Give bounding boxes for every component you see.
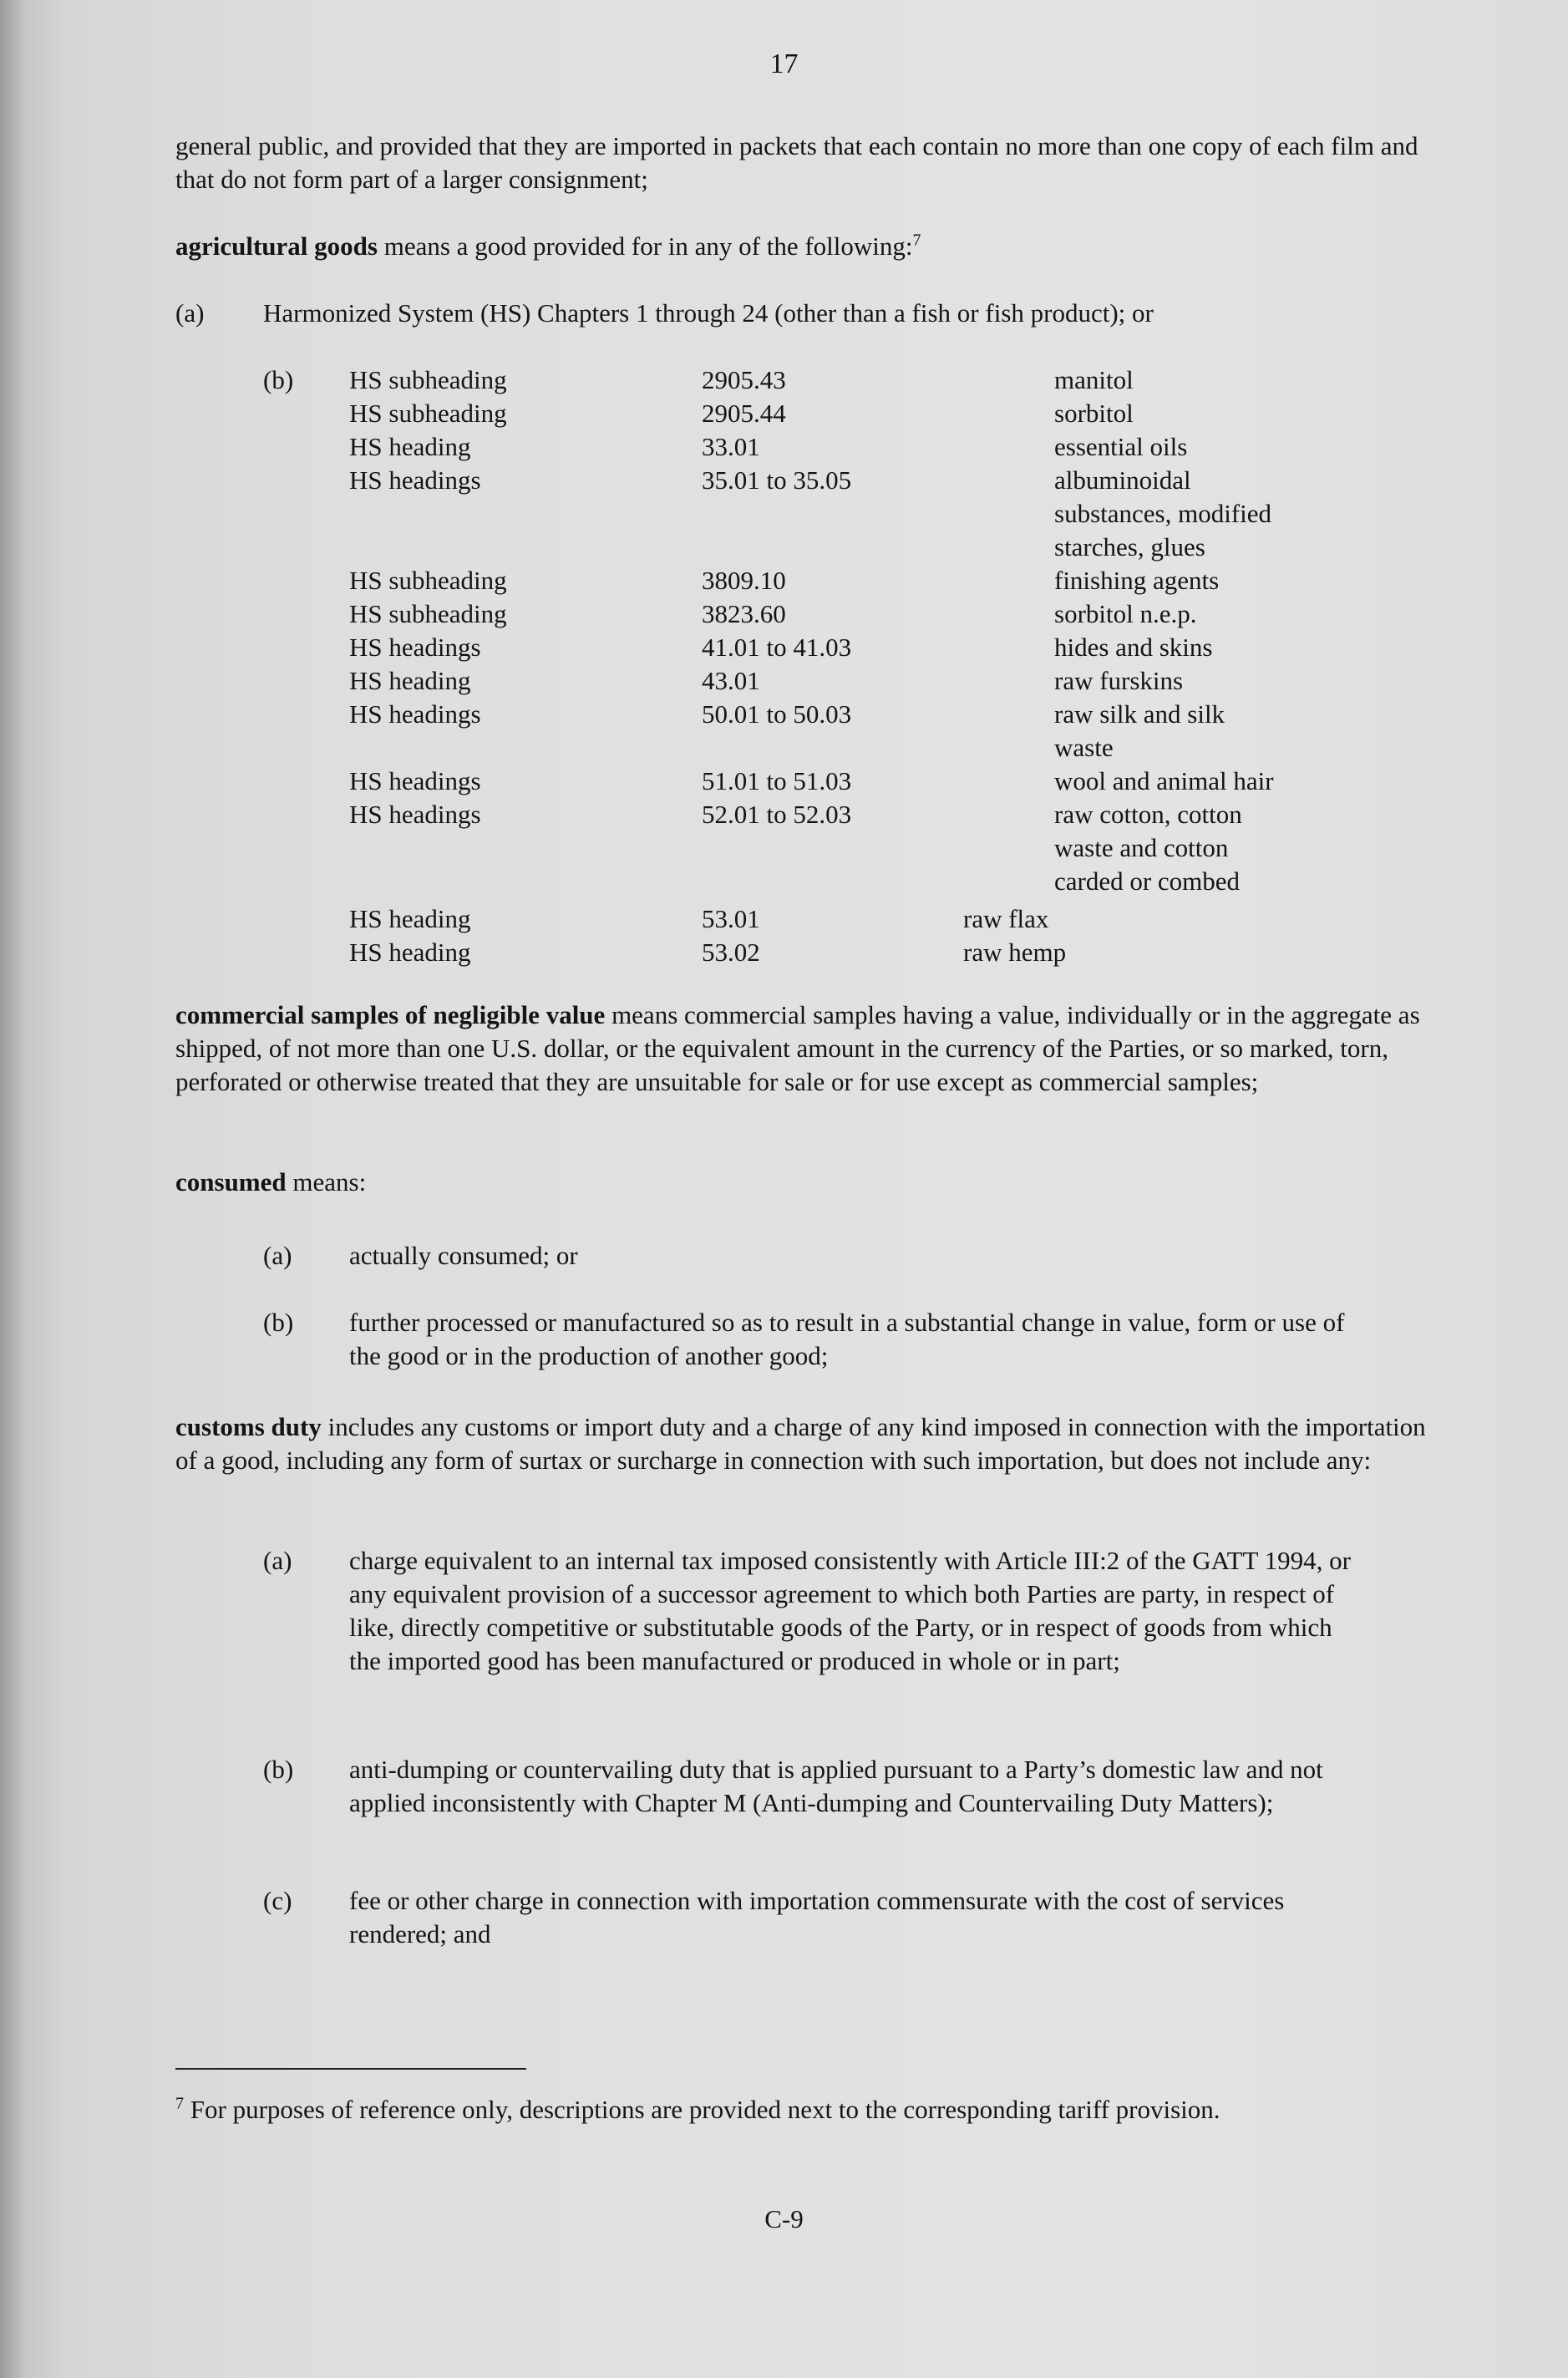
- hs-table-row: [0, 765, 1568, 798]
- hs-table-row: [0, 731, 1568, 765]
- definition-text: means commercial samples having a value, individually or in the aggregate as shipped, of not more than one U.S. dollar, or the equivalent amount in the currency of the Parties, or so marked, torn, perforated or otherwise treated that they are unsuitable for sale or for use except as commercial samples;: [175, 1000, 1420, 1096]
- defined-term: customs duty: [175, 1412, 322, 1441]
- definition-text: means:: [286, 1167, 367, 1197]
- hs-description: manitol: [1054, 365, 1134, 394]
- hs-code: 53.01: [702, 904, 760, 933]
- footnote: [175, 2093, 1428, 2126]
- consumed-definition: [175, 1166, 1428, 1199]
- hs-table-row: [0, 497, 1568, 531]
- hs-description: waste and cotton: [1054, 833, 1229, 862]
- hs-code: 3823.60: [702, 599, 786, 628]
- hs-code: 43.01: [702, 666, 760, 695]
- hs-code: 2905.44: [702, 399, 786, 428]
- list-item-text: charge equivalent to an internal tax imposed consistently with Article III:2 of the GATT 1994, or any equivalent provision of a successor agreement to which both Parties are party, in respect of like, directly competitive or substitutable goods of the Party, or in respect of goods from which the imported good has been manufactured or produced in whole or in part;: [349, 1546, 1351, 1675]
- hs-table-row: [0, 464, 1568, 497]
- hs-description: substances, modified: [1054, 499, 1272, 528]
- list-item-text: anti-dumping or countervailing duty that is applied pursuant to a Party’s domestic law and not applied inconsistently with Chapter M (Anti-dumping and Countervailing Duty Matters);: [349, 1755, 1323, 1817]
- hs-table-row: [0, 698, 1568, 731]
- hs-code: 33.01: [702, 432, 760, 461]
- hs-table-row: [0, 564, 1568, 597]
- footnote-number: 7: [175, 2094, 184, 2113]
- hs-table-row: [0, 865, 1568, 898]
- intro-paragraph: general public, and provided that they are imported in packets that each contain no more than one copy of each film and that do not form part of a larger consignment;: [175, 131, 1418, 194]
- hs-code: 35.01 to 35.05: [702, 465, 852, 495]
- hs-description: hides and skins: [1054, 633, 1213, 662]
- hs-type: HS subheading: [349, 599, 507, 628]
- hs-description: starches, glues: [1054, 532, 1205, 561]
- hs-description: essential oils: [1054, 432, 1188, 461]
- page-number: 17: [769, 48, 799, 79]
- hs-table-row: [0, 831, 1568, 865]
- hs-type: HS subheading: [349, 399, 507, 428]
- list-label: (b): [263, 1308, 294, 1337]
- hs-description: waste: [1054, 733, 1114, 762]
- footnote-reference: 7: [912, 231, 921, 250]
- hs-type: HS subheading: [349, 566, 507, 595]
- hs-table-row: [0, 597, 1568, 631]
- defined-term: commercial samples of negligible value: [175, 1000, 606, 1029]
- footnote-separator: [175, 2068, 526, 2070]
- list-label: (b): [263, 1755, 294, 1784]
- hs-code: 51.01 to 51.03: [702, 766, 852, 795]
- hs-type: HS headings: [349, 465, 481, 495]
- commercial-samples-definition: [175, 998, 1428, 1099]
- hs-description: raw hemp: [963, 937, 1067, 967]
- list-item-text: Harmonized System (HS) Chapters 1 through 24 (other than a fish or fish product); or: [263, 298, 1154, 328]
- hs-code: 3809.10: [702, 566, 786, 595]
- hs-code: 2905.43: [702, 365, 786, 394]
- hs-type: HS headings: [349, 800, 481, 829]
- customs-duty-definition: [175, 1410, 1428, 1477]
- hs-description: raw flax: [963, 904, 1049, 933]
- list-label: (a): [263, 1241, 292, 1270]
- hs-code: 52.01 to 52.03: [702, 800, 852, 829]
- defined-term: agricultural goods: [175, 231, 378, 261]
- hs-table-row: [0, 631, 1568, 664]
- hs-table-row: [0, 363, 1568, 397]
- hs-description: albuminoidal: [1054, 465, 1191, 495]
- list-label: (a): [175, 298, 205, 328]
- hs-table-row: [0, 902, 1568, 936]
- hs-table-row: [0, 798, 1568, 831]
- list-item-text: actually consumed; or: [349, 1241, 578, 1270]
- agricultural-goods-definition: [175, 230, 1428, 263]
- hs-description: raw silk and silk: [1054, 699, 1225, 729]
- hs-type: HS heading: [349, 432, 471, 461]
- list-label: (a): [263, 1546, 292, 1575]
- hs-description: sorbitol: [1054, 399, 1134, 428]
- hs-description: raw cotton, cotton: [1054, 800, 1242, 829]
- definition-text: includes any customs or import duty and a charge of any kind imposed in connection with the importation of a good, including any form of surtax or surcharge in connection with such importation, but does not include any:: [175, 1412, 1426, 1475]
- hs-type: HS headings: [349, 633, 481, 662]
- hs-code: 53.02: [702, 937, 760, 967]
- hs-type: HS subheading: [349, 365, 507, 394]
- hs-type: HS headings: [349, 766, 481, 795]
- list-item-text: further processed or manufactured so as to result in a substantial change in value, form or use of the good or in the production of another good;: [349, 1308, 1345, 1370]
- definition-text: means a good provided for in any of the following:: [377, 231, 913, 261]
- hs-description: sorbitol n.e.p.: [1054, 599, 1197, 628]
- hs-table-row: [0, 397, 1568, 430]
- defined-term: consumed: [175, 1167, 287, 1197]
- footnote-text: For purposes of reference only, descriptions are provided next to the corresponding tariff provision.: [184, 2095, 1220, 2124]
- hs-description: raw furskins: [1054, 666, 1184, 695]
- hs-description: finishing agents: [1054, 566, 1220, 595]
- list-label: (c): [263, 1886, 292, 1915]
- hs-description: wool and animal hair: [1054, 766, 1274, 795]
- hs-code: 50.01 to 50.03: [702, 699, 852, 729]
- list-item-text: fee or other charge in connection with importation commensurate with the cost of services rendered; and: [349, 1886, 1285, 1949]
- hs-table-row: [0, 664, 1568, 698]
- hs-table-row: [0, 936, 1568, 969]
- hs-table-row: [0, 531, 1568, 564]
- hs-type: HS headings: [349, 699, 481, 729]
- hs-table-row: [0, 430, 1568, 464]
- hs-type: HS heading: [349, 904, 471, 933]
- hs-type: HS heading: [349, 666, 471, 695]
- hs-description: carded or combed: [1054, 866, 1241, 896]
- hs-type: HS heading: [349, 937, 471, 967]
- hs-code: 41.01 to 41.03: [702, 633, 852, 662]
- list-label: (b): [263, 365, 294, 394]
- page-footer-label: C-9: [764, 2204, 804, 2233]
